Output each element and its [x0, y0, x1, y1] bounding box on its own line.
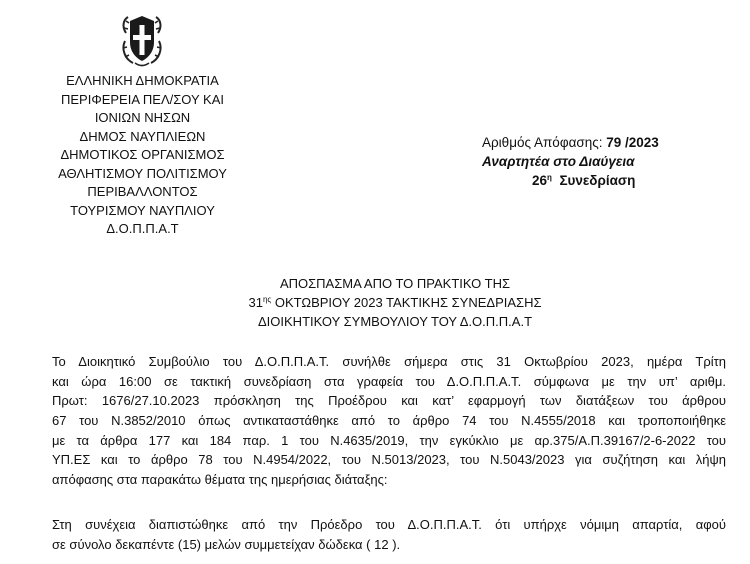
- issuer-line: ΙΟΝΙΩΝ ΝΗΣΩΝ: [94, 110, 191, 125]
- issuer-line: Δ.Ο.Π.Π.Α.Τ: [106, 221, 179, 236]
- issuer-line: ΠΕΡΙΦΕΡΕΙΑ ΠΕΛ/ΣΟΥ ΚΑΙ: [61, 91, 224, 107]
- issuer-line: ΤΟΥΡΙΣΜΟΥ ΝΑΥΠΛΙΟΥ: [70, 202, 215, 218]
- title-date-ordinal: ης: [262, 295, 272, 304]
- decision-number-line: [420, 133, 750, 152]
- decision-label: Αριθμός Απόφασης:: [482, 135, 607, 150]
- decision-info: [420, 133, 750, 190]
- decision-number: 79 /2023: [606, 135, 659, 150]
- session-line: [420, 171, 750, 190]
- paragraph-line: σε σύνολο δεκαπέντε (15) μελών συμμετείχαν δώδεκα ( 12 ).: [52, 536, 401, 552]
- session-ordinal: η: [547, 173, 552, 182]
- issuer-block: [40, 72, 245, 239]
- paragraph-line: 67 του Ν.3852/2010 όπως αντικαταστάθηκε από το άρθρο 74 του Ν.4555/2018 και τροποποιήθηκε: [52, 413, 726, 429]
- issuer-line: ΑΘΛΗΤΙΣΜΟΥ ΠΟΛΙΤΙΣΜΟΥ: [58, 165, 227, 181]
- paragraph-line: απόφασης στα παρακάτω θέματα της ημερήσιας διάταξης:: [52, 472, 388, 488]
- paragraph-line: Στη συνέχεια διαπιστώθηκε από την Πρόεδρο του Δ.Ο.Π.Π.Α.Τ. ότι υπήρχε νόμιμη απαρτία, αφού: [52, 517, 726, 532]
- paragraph-line: Το Διοικητικό Συμβούλιο του Δ.Ο.Π.Π.Α.Τ. συνήλθε σήμερα στις 31 Οκτωβρίου 2023, ημέρα Τρίτη: [52, 354, 726, 369]
- title-line-1: ΑΠΟΣΠΑΣΜΑ ΑΠΟ ΤΟ ΠΡΑΚΤΙΚΟ ΤΗΣ: [279, 276, 511, 291]
- posted-note: Αναρτητέα στο Διαύγεια: [482, 154, 635, 169]
- paragraph-line: και ώρα 16:00 σε τακτική συνεδρίαση στα γραφεία του Δ.Ο.Π.Π.Α.Τ. σύμφωνα με την υπ’ αριθμ.: [52, 373, 726, 389]
- issuer-line: ΠΕΡΙΒΑΛΛΟΝΤΟΣ: [87, 184, 198, 199]
- issuer-line: ΕΛΛΗΝΙΚΗ ΔΗΜΟΚΡΑΤΙΑ: [66, 73, 219, 88]
- title-line-3: ΔΙΟΙΚΗΤΙΚΟΥ ΣΥΜΒΟΥΛΙΟΥ ΤΟΥ Δ.Ο.Π.Π.Α.Τ: [257, 314, 533, 329]
- title-date-day: 31: [248, 295, 263, 310]
- session-number: 26: [532, 173, 548, 188]
- body-paragraph-2: [52, 515, 726, 554]
- document-title: [90, 274, 700, 331]
- body-paragraph-1: [52, 352, 726, 490]
- paragraph-line: με τα άρθρα 177 και 184 παρ. 1 του Ν.4635/2019, την εγκύκλιο με αρ.375/Α.Π.39167/2-6-2022 του: [52, 432, 726, 448]
- title-date-rest: ΟΚΤΩΒΡΙΟΥ 2023 ΤΑΚΤΙΚΗΣ ΣΥΝΕΔΡΙΑΣΗΣ: [271, 295, 542, 310]
- greek-coat-of-arms-icon: [121, 13, 163, 67]
- session-word: Συνεδρίαση: [559, 173, 636, 188]
- issuer-line: ΔΗΜΟΣ ΝΑΥΠΛΙΕΩΝ: [79, 128, 206, 144]
- title-line-2: [90, 293, 700, 312]
- issuer-line: ΔΗΜΟΤΙΚΟΣ ΟΡΓΑΝΙΣΜΟΣ: [60, 147, 225, 162]
- paragraph-line: Πρωτ: 1676/27.10.2023 πρόσκληση της Προέδρου και κατ’ εφαρμογή των διατάξεων του άρθρου: [52, 393, 726, 409]
- paragraph-line: ΥΠ.ΕΣ και το άρθρο 78 του Ν.4954/2022, του Ν.5013/2023, του Ν.5043/2023 για συζήτηση και λήψη: [52, 452, 726, 468]
